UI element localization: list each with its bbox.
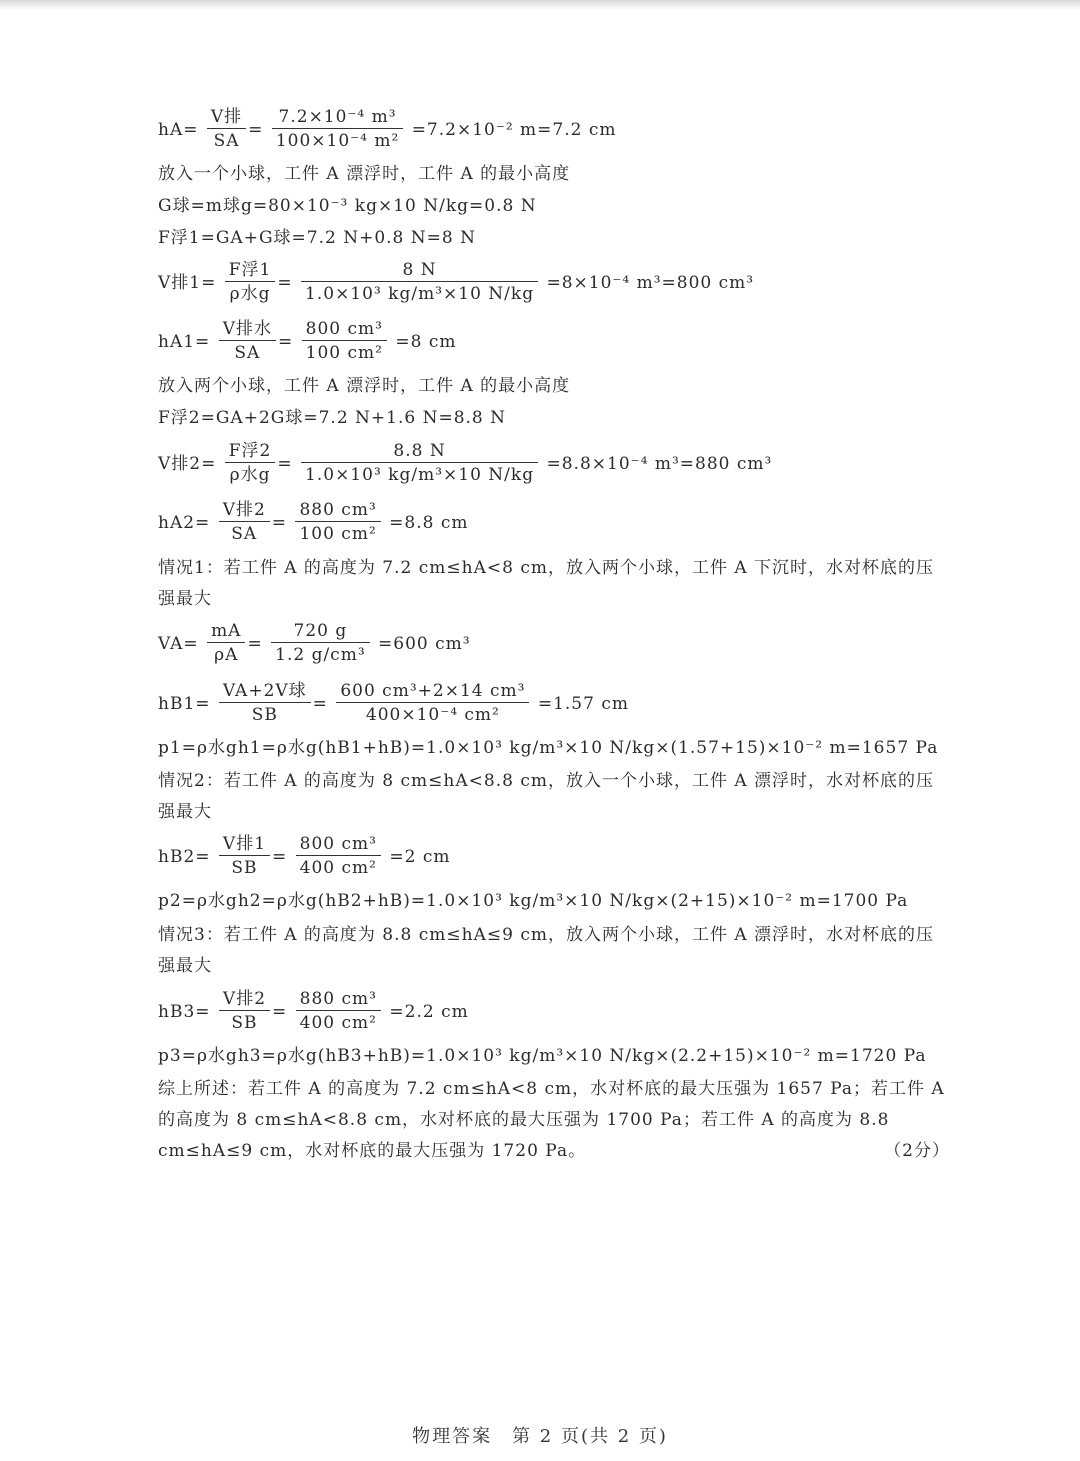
fraction: $\frac{\text{V排2}}{SA}$: [219, 499, 270, 546]
formula-p2: p2=ρ水gh2=ρ水g(hB2+hB)=1.0×10³ kg/m³×10 N/kg×(2+15)×10⁻² m=1700 Pa: [158, 891, 909, 911]
fraction: $\frac{mA}{\rho A}$: [207, 620, 245, 667]
fraction: $\frac{\text{800 cm³}}{\text{100 cm²}}$: [302, 318, 387, 365]
formula-VA: VA= $\frac{mA}{\rho A}$ = $\frac{720 g}{\text{1.2 g/cm³}}$ =600 cm³: [158, 621, 471, 665]
fraction: $\frac{\text{7.2×10⁻⁴ m³}}{\text{100×10⁻⁴ m²}}$: [272, 106, 403, 153]
fraction: $\frac{\text{F浮2}}{\text{ρ水g}}$: [225, 440, 276, 487]
formula-line: G球=m球g=80×10⁻³ kg×10 N/kg=0.8 N: [158, 196, 537, 216]
fraction: $\frac{720 g}{\text{1.2 g/cm³}}$: [271, 620, 370, 667]
case-2-text: 情况2：若工件 A 的高度为 8 cm≤hA<8.8 cm，放入一个小球，工件 A 漂浮时，水对杯底的压强最大: [158, 771, 935, 822]
fraction: $\frac{\text{600 cm³+2×14 cm³}}{\text{400×10⁻⁴ cm²}}$: [336, 680, 529, 727]
formula-hB2: hB2= $\frac{\text{V排1}}{SB}$ = $\frac{\text{800 cm³}}{\text{400 cm²}}$ =2 cm: [158, 834, 451, 878]
formula-V-pai1: V排1= $\frac{\text{F浮1}}{\text{ρ水g}}$ = $\frac{8 N}{\text{1.0×10³ kg/m³×10 N/kg}}$ =8×10⁻⁴ m³=800 cm³: [158, 260, 755, 304]
formula-line: F浮1=GA+G球=7.2 N+0.8 N=8 N: [158, 228, 476, 248]
formula-p1: p1=ρ水gh1=ρ水g(hB1+hB)=1.0×10³ kg/m³×10 N/kg×(1.57+15)×10⁻² m=1657 Pa: [158, 738, 939, 758]
fraction: $\frac{8 N}{\text{1.0×10³ kg/m³×10 N/kg}}$: [301, 259, 538, 306]
formula-V-pai2: V排2= $\frac{\text{F浮2}}{\text{ρ水g}}$ = $\frac{8.8 N}{\text{1.0×10³ kg/m³×10 N/kg}}$ =8.8×10⁻⁴ m³=880 cm³: [158, 441, 773, 485]
page-footer: 物理答案 第 2 页(共 2 页): [412, 1426, 668, 1447]
fraction: $\frac{\text{F浮1}}{\text{ρ水g}}$: [225, 259, 276, 306]
text-line: 放入两个小球，工件 A 漂浮时，工件 A 的最小高度: [158, 376, 571, 396]
fraction: $\frac{\text{800 cm³}}{\text{400 cm²}}$: [296, 833, 381, 880]
formula-line: F浮2=GA+2G球=7.2 N+1.6 N=8.8 N: [158, 408, 507, 428]
formula-hA1: hA1= $\frac{\text{V排水}}{SA}$ = $\frac{\text{800 cm³}}{\text{100 cm²}}$ =8 cm: [158, 319, 457, 363]
formula-hA: hA= $\frac{\text{V排}}{SA}$ = $\frac{\text{7.2×10⁻⁴ m³}}{\text{100×10⁻⁴ m²}}$ =7.2×10⁻² m=7.2 cm: [158, 107, 617, 151]
fraction: $\frac{\text{V排水}}{SA}$: [219, 318, 276, 365]
case-3-text: 情况3：若工件 A 的高度为 8.8 cm≤hA≤9 cm，放入两个小球，工件 A 漂浮时，水对杯底的压强最大: [158, 925, 935, 976]
formula-p3: p3=ρ水gh3=ρ水g(hB3+hB)=1.0×10³ kg/m³×10 N/kg×(2.2+15)×10⁻² m=1720 Pa: [158, 1046, 927, 1066]
formula-hB3: hB3= $\frac{\text{V排2}}{SB}$ = $\frac{\text{880 cm³}}{\text{400 cm²}}$ =2.2 cm: [158, 989, 469, 1033]
fraction: $\frac{\text{V排2}}{SB}$: [219, 988, 270, 1035]
fraction: $\frac{\text{880 cm³}}{\text{400 cm²}}$: [296, 988, 381, 1035]
summary-text: 综上所述：若工件 A 的高度为 7.2 cm≤hA<8 cm，水对杯底的最大压强为 1657 Pa；若工件 A 的高度为 8 cm≤hA<8.8 cm，水对杯底的最大压强为 1700 Pa；若工件 A 的高度为 8.8 cm≤hA≤9 cm，水对杯底的最大压强为 1720 Pa。: [158, 1079, 945, 1161]
formula-hB1: hB1= $\frac{\text{VA+2V球}}{SB}$ = $\frac{\text{600 cm³+2×14 cm³}}{\text{400×10⁻⁴ cm²}}$ =1.57 cm: [158, 681, 629, 725]
formula-lhs: hA=: [158, 119, 199, 140]
fraction: $\frac{8.8 N}{\text{1.0×10³ kg/m³×10 N/kg}}$: [301, 440, 538, 487]
score-note: （2分）: [884, 1141, 950, 1161]
case-1-text: 情况1：若工件 A 的高度为 7.2 cm≤hA<8 cm，放入两个小球，工件 A 下沉时，水对杯底的压强最大: [158, 558, 935, 609]
fraction: $\frac{\text{V排1}}{SB}$: [219, 833, 270, 880]
scan-edge-shadow: [0, 0, 1080, 10]
formula-hA2: hA2= $\frac{\text{V排2}}{SA}$ = $\frac{\text{880 cm³}}{\text{100 cm²}}$ =8.8 cm: [158, 500, 469, 544]
fraction: $\frac{\text{V排}}{SA}$: [207, 106, 246, 153]
fraction: $\frac{\text{VA+2V球}}{SB}$: [219, 680, 311, 727]
fraction: $\frac{\text{880 cm³}}{\text{100 cm²}}$: [295, 499, 380, 546]
text-line: 放入一个小球，工件 A 漂浮时，工件 A 的最小高度: [158, 164, 571, 184]
formula-rhs: =7.2×10⁻² m=7.2 cm: [411, 119, 617, 140]
